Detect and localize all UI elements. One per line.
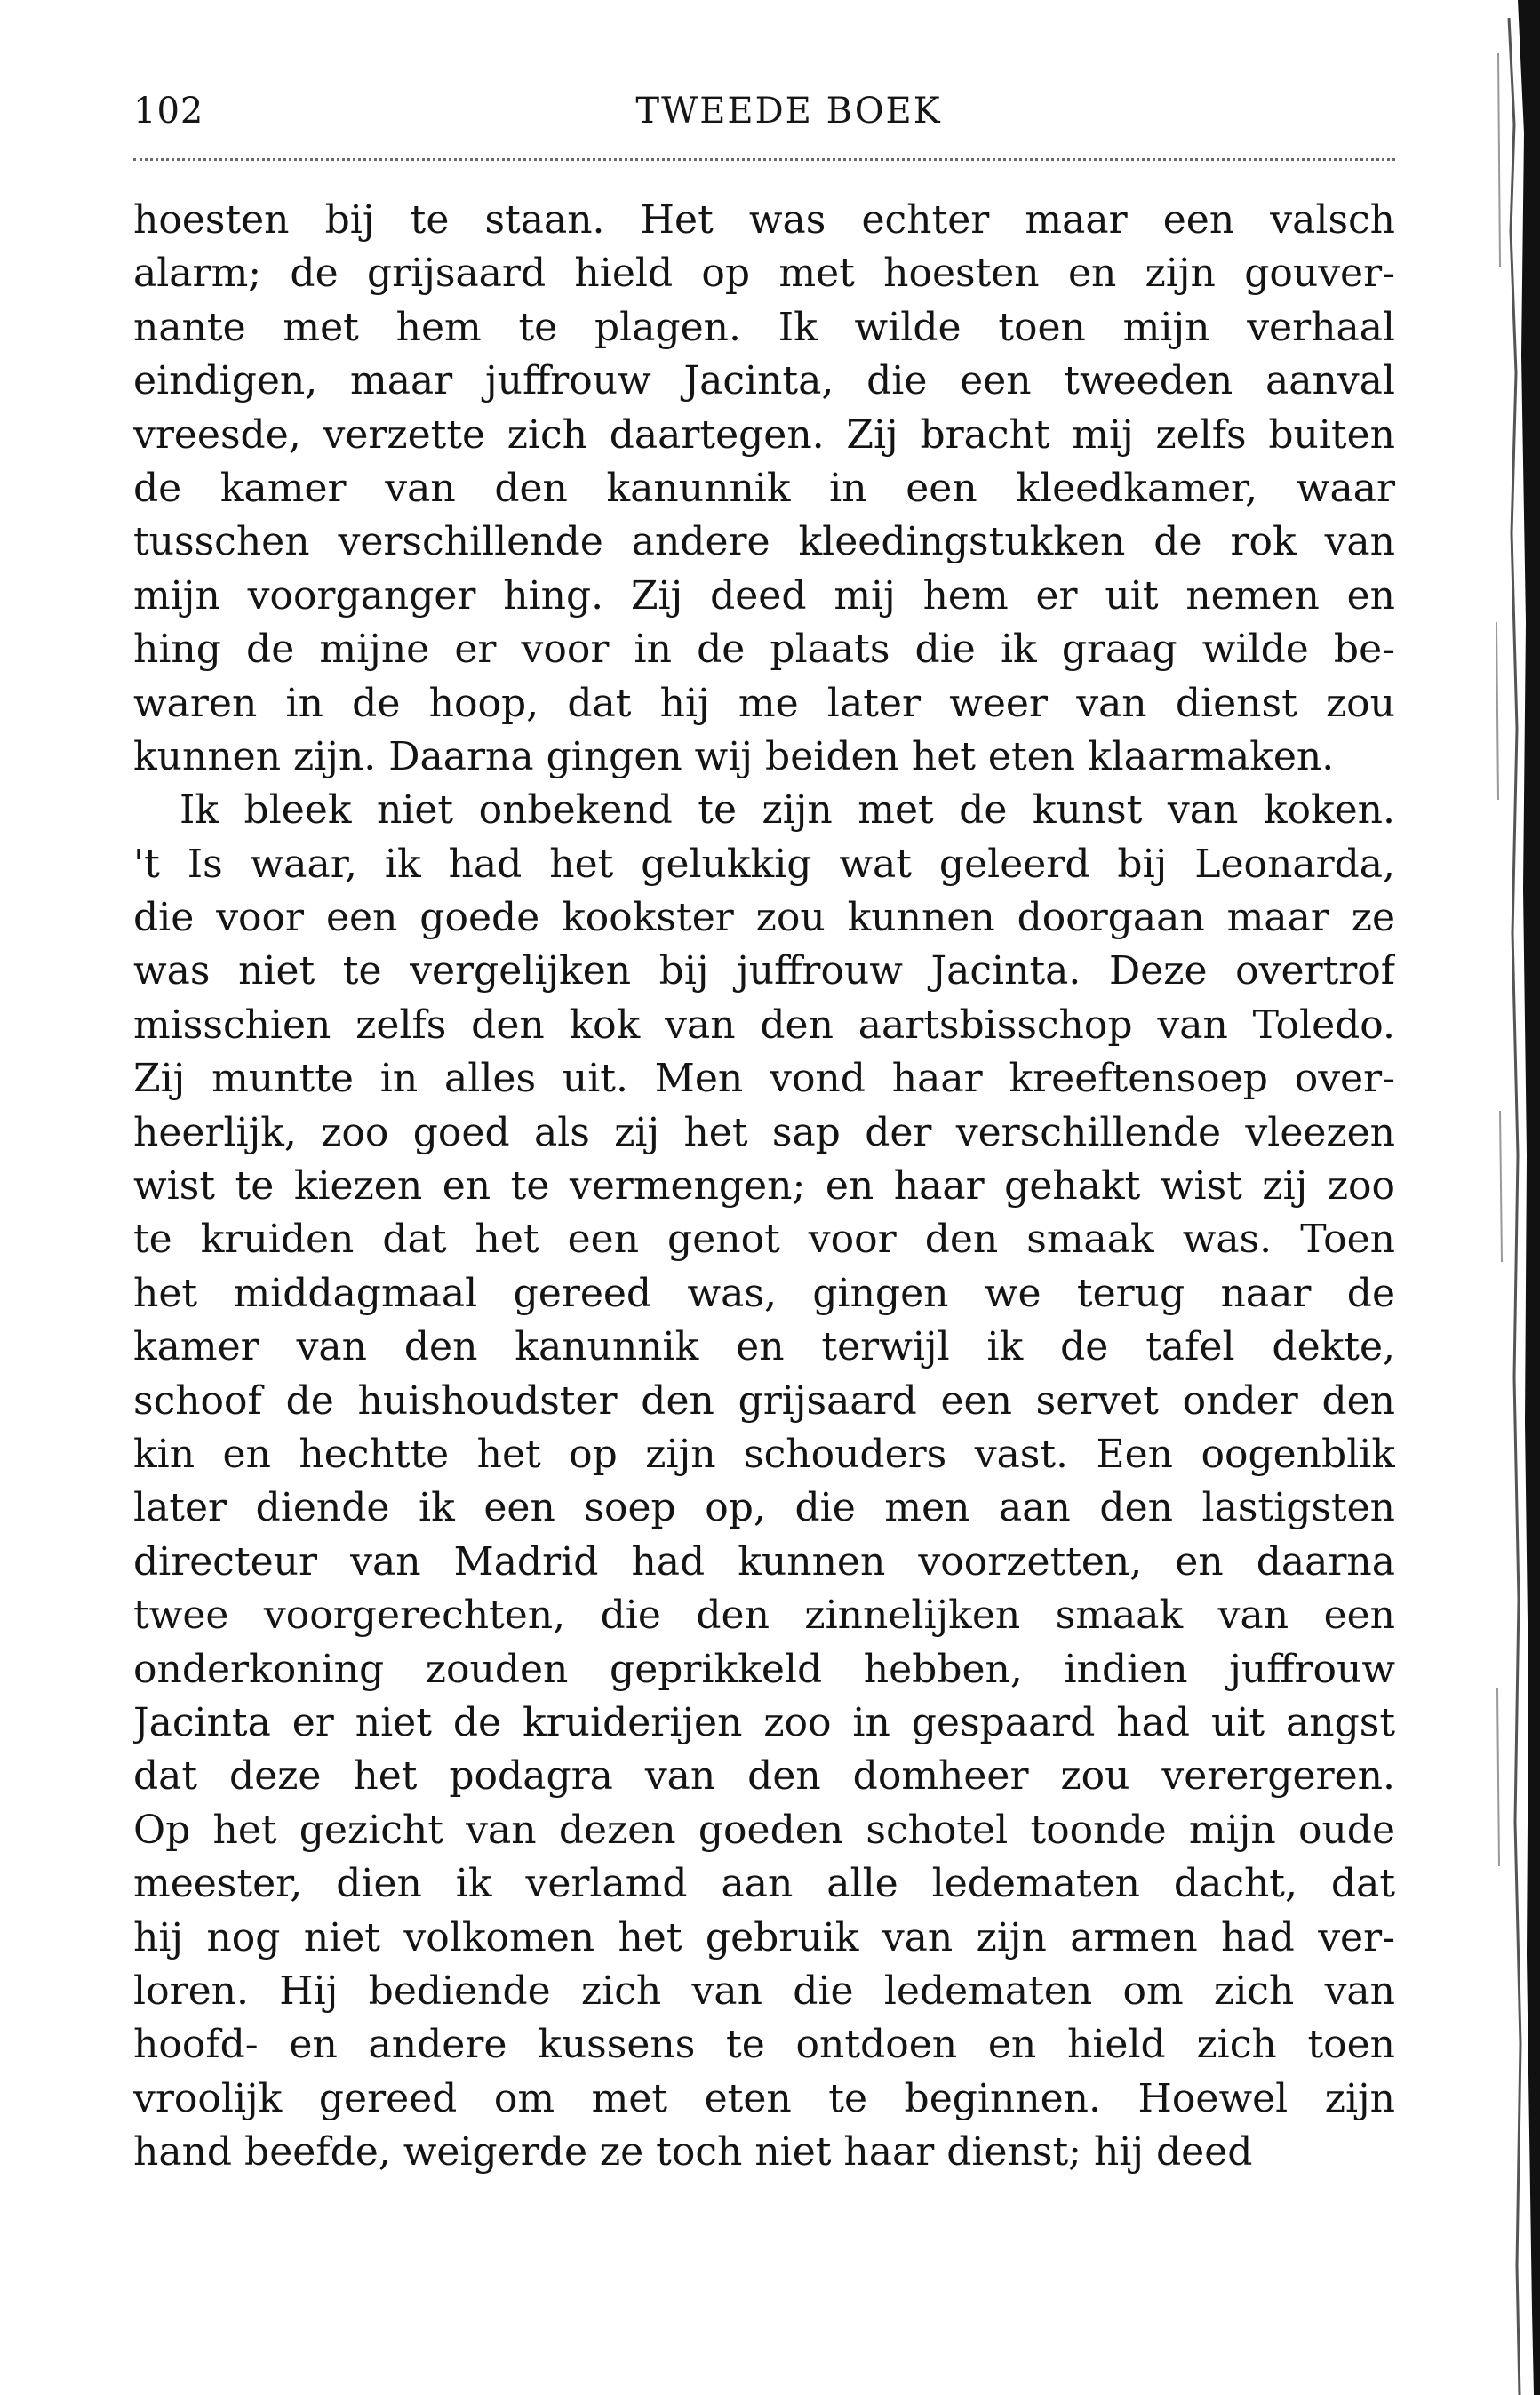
text-line: hoofd- en andere kussens te ontdoen en hield zich toen — [133, 2022, 1395, 2068]
text-line: Op het gezicht van dezen goeden schotel toonde mijn oude — [133, 1807, 1395, 1853]
text-line: 't Is waar, ik had het gelukkig wat geleerd bij Leonarda, — [133, 841, 1395, 887]
text-line: hij nog niet volkomen het gebruik van zijn armen had ver- — [133, 1914, 1395, 1960]
header-divider — [133, 158, 1395, 161]
text-line: Jacinta er niet de kruiderijen zoo in gespaard had uit angst — [133, 1699, 1395, 1745]
text-line: wist te kiezen en te vermengen; en haar gehakt wist zij zoo — [133, 1163, 1395, 1209]
text-line: loren. Hij bediende zich van die ledematen om zich van — [133, 1968, 1395, 2014]
text-line: te kruiden dat het een genot voor den smaak was. Toen — [133, 1217, 1395, 1263]
text-line: kin en hechtte het op zijn schouders vast. Een oogenblik — [133, 1431, 1395, 1477]
text-line: Zij muntte in alles uit. Men vond haar kreeftensoep over- — [133, 1056, 1395, 1102]
text-line: waren in de hoop, dat hij me later weer van dienst zou — [133, 680, 1395, 726]
text-line: onderkoning zouden geprikkeld hebben, indien juffrouw — [133, 1646, 1395, 1692]
text-line: dat deze het podagra van den domheer zou verergeren. — [133, 1753, 1395, 1800]
text-line: later diende ik een soep op, die men aan den lastigsten — [133, 1485, 1395, 1531]
text-line: eindigen, maar juffrouw Jacinta, die een tweeden aanval — [133, 358, 1395, 404]
text-line: misschien zelfs den kok van den aartsbisschop van Toledo. — [133, 1002, 1395, 1048]
text-line: heerlijk, zoo goed als zij het sap der verschillende vleezen — [133, 1109, 1395, 1155]
text-line: kunnen zijn. Daarna gingen wij beiden het eten klaarmaken. — [133, 733, 1335, 779]
text-line: hoesten bij te staan. Het was echter maar een valsch — [133, 197, 1395, 243]
text-line: de kamer van den kanunnik in een kleedkamer, waar — [133, 465, 1395, 511]
text-line: die voor een goede kookster zou kunnen doorgaan maar ze — [133, 895, 1395, 941]
page-number: 102 — [133, 91, 204, 132]
text-line: mijn voorganger hing. Zij deed mij hem er uit nemen en — [133, 572, 1395, 619]
text-line: nante met hem te plagen. Ik wilde toen mijn verhaal — [133, 304, 1395, 350]
text-line: twee voorgerechten, die den zinnelijken smaak van een — [133, 1593, 1395, 1639]
text-line: alarm; de grijsaard hield op met hoesten en zijn gouver- — [133, 251, 1395, 297]
body-text — [133, 194, 1395, 2179]
text-line: hand beefde, weigerde ze toch niet haar dienst; hij deed — [133, 2129, 1253, 2175]
scanned-page-edge — [1456, 0, 1540, 2395]
page-header — [133, 84, 1391, 138]
text-line: schoof de huishoudster den grijsaard een servet onder den — [133, 1377, 1395, 1424]
text-line: vroolijk gereed om met eten te beginnen. Hoewel zijn — [133, 2075, 1395, 2121]
text-line: tusschen verschillende andere kleedingstukken de rok van — [133, 519, 1395, 565]
text-line: hing de mijne er voor in de plaats die ik graag wilde be- — [133, 627, 1395, 673]
text-line: vreesde, verzette zich daartegen. Zij bracht mij zelfs buiten — [133, 411, 1395, 458]
text-line: meester, dien ik verlamd aan alle ledematen dacht, dat — [133, 1861, 1395, 1907]
running-head: TWEEDE BOEK — [635, 91, 942, 132]
text-line: directeur van Madrid had kunnen voorzetten, en daarna — [133, 1538, 1395, 1585]
text-line: het middagmaal gereed was, gingen we terug naar de — [133, 1270, 1395, 1316]
text-line: kamer van den kanunnik en terwijl ik de tafel dekte, — [133, 1324, 1395, 1370]
text-line: was niet te vergelijken bij juffrouw Jacinta. Deze overtrof — [133, 948, 1395, 994]
text-line: Ik bleek niet onbekend te zijn met de kunst van koken. — [180, 787, 1395, 834]
